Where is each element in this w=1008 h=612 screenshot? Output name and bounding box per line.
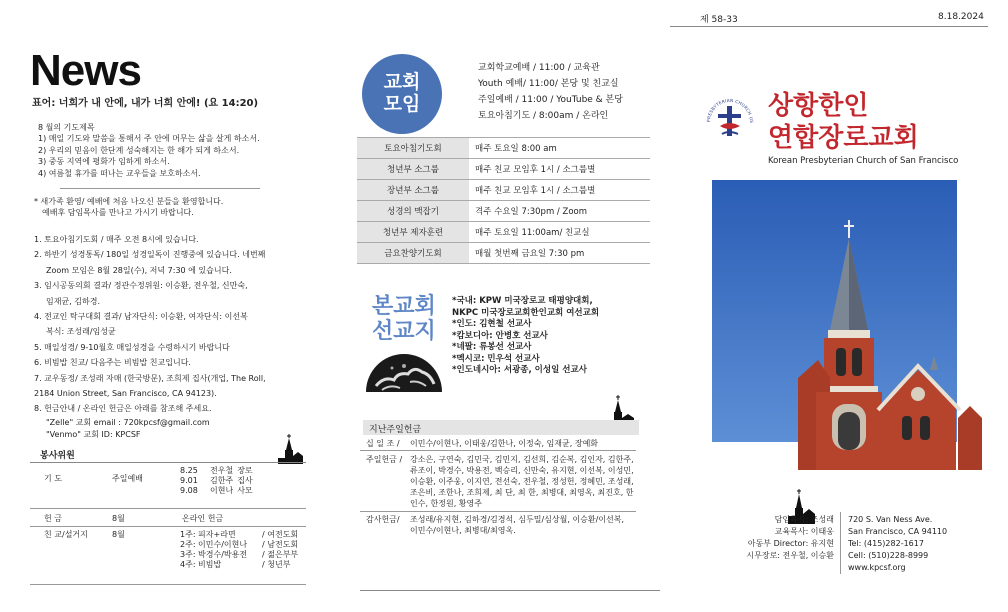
badge-line: 교회 [383,71,421,93]
fellowship-week: 4주: 비빔밥 [180,560,222,569]
mission-list [452,296,599,377]
fellowship-group: / 남전도회 [262,540,299,549]
offering-label: 주일헌금 / [366,455,403,464]
pray-date: 9.01 [180,476,198,485]
badge-line: 모임 [383,93,421,115]
table-row [357,159,650,180]
notice-line: Zoom 모임은 8월 28일(수), 저녁 7:30 에 있습니다. [46,265,232,275]
table-row [40,464,259,498]
fellowship-month: 8월 [112,530,125,539]
table-row [357,180,650,201]
church-name-line: 연합장로교회 [768,123,919,153]
issue-number: 제 58-33 [700,15,738,25]
staff-line: 시무장로: 전우철, 이승환 [746,551,834,560]
table-row [357,222,650,243]
meeting-time: 매주 친교 모임후 1시 / 소그룹별 [469,180,650,201]
mission-item: *멕시코: 민우석 선교사 [452,353,540,364]
table-row [178,476,255,486]
servants-title: 봉사위원 [40,451,75,461]
staff-line: 아동부 Director: 유지현 [747,539,834,548]
offering-value: 온라인 헌금 [182,514,224,523]
pray-service: 주일예배 [112,474,143,483]
table-row [357,138,650,159]
notice-line: 6. 비빔밥 친교/ 다음주는 비빔밥 친교입니다. [34,358,191,368]
notice-line: 7. 교우동정/ 조성래 자매 (한국방문), 조희제 집사(개업, The Roll, [34,373,266,383]
mission-title-line: 본교회 [372,294,436,319]
church-name-line: 상항한인 [768,91,869,121]
pray-name: 김한주 [210,476,234,485]
pray-role: 사모 [237,486,253,495]
worship-badge [362,54,442,134]
meeting-name: 성경의 맥잡기 [357,201,469,222]
cell-line: Cell: (510)228-8999 [848,551,929,560]
fellowship-row [40,528,304,572]
welcome-line: 예배후 담임목사를 만나고 가시기 바랍니다. [42,208,194,218]
offering-row [40,512,227,526]
table-row [178,486,255,496]
fellowship-group: / 젊은부부 [262,550,299,559]
mission-item: *인도네시아: 서광종, 이성일 선교사 [452,365,587,375]
worship-times [478,60,623,124]
mission-item: *캄보디아: 안병호 선교사 [452,330,548,341]
meeting-time: 격주 수요일 7:30pm / Zoom [469,201,650,222]
pray-date: 9.08 [180,486,198,495]
mission-item: *인도: 김현철 선교사 [452,319,532,329]
meeting-time: 매주 친교 모임후 1시 / 소그룹별 [469,159,650,180]
offering-names: 조성래/유지현, 김하경/김경석, 심두밀/심상월, 이승환/이선복, 이민수/이현나, 최병대/최영옥. [410,515,625,535]
address-line: 720 S. Van Ness Ave. [848,515,933,524]
worship-time: Youth 예배/ 11:00/ 본당 및 친교실 [478,79,619,89]
divider [30,462,306,463]
notice-line: 2184 Union Street, San Francisco, CA 94123). [34,389,217,399]
offering-label: 헌 금 [44,514,62,523]
issue-date: 8.18.2024 [938,12,984,22]
seal-text: PRESBYTERIAN CHURCH US [706,98,754,124]
meeting-name: 토요아침기도회 [357,138,469,159]
divider [360,590,660,591]
meeting-time: 매주 토요일 11:00am/ 친교실 [469,222,650,243]
fellowship-group: / 청년부 [262,560,291,569]
divider [840,512,841,574]
news-title: News [30,46,141,95]
fellowship-week: 3주: 박경수/박용전 [180,550,248,559]
pray-date: 8.25 [180,466,198,475]
staff-list [730,514,834,562]
notice-line: 4. 전교인 탁구대회 결과/ 남자단식: 이승환, 여자단식: 이선복 [34,312,248,322]
website-link[interactable]: www.kpcsf.org [848,563,906,572]
servants-table [40,464,259,498]
offering-names: 이민수/이현나, 이태웅/김한나, 이정숙, 임재균, 장예화 [410,439,599,448]
prayer-item: 3) 중동 지역에 평화가 임하게 하소서. [38,157,170,167]
table-row [178,466,255,476]
prayer-section [38,122,328,179]
mission-item: *네팔: 류봉선 선교사 [452,342,532,352]
mission-item: NKPC 미국장로교회한인교회 여선교회 [452,307,600,318]
table-row [40,512,227,526]
notice-line: 5. 매일성경/ 9-10월호 매일성경을 수령하시기 바랍니다 [34,342,230,352]
meeting-time: 매주 토요일 8:00 am [469,138,650,159]
meeting-schedule [357,137,650,264]
pray-name: 이현나 [210,486,234,495]
worship-time: 주일예배 / 11:00 / YouTube & 본당 [478,95,623,105]
pray-label: 기 도 [44,474,62,483]
prayer-item: 4) 여름철 휴가를 떠나는 교우들을 보호하소서. [38,168,201,178]
motto: 표어: 너희가 내 안에, 내가 너희 안에! (요 14:20) [32,98,259,109]
offering-title: 지난주일헌금 [363,420,639,435]
pray-name: 전우철 [210,466,234,475]
prayer-item: 1) 매일 기도와 말씀을 통해서 주 안에 머무는 삶을 살게 하소서. [38,134,260,144]
welcome-line: * 새가족 환영/ 예배에 처음 나오신 분들을 환영합니다. [34,197,224,206]
fellowship-week: 2주: 이민수/이현나 [180,540,248,549]
meeting-name: 청년부 제자훈련 [357,222,469,243]
table-row [178,560,300,570]
divider [360,450,636,451]
meeting-name: 청년부 소그룹 [357,159,469,180]
notice-line: 복식: 조성래/임성균 [46,327,116,337]
table-row [178,540,300,550]
meeting-name: 장년부 소그룹 [357,180,469,201]
church-english-name: Korean Presbyterian Church of San Francisco [768,156,959,166]
notices-list [34,232,334,441]
staff-line: 교육목사: 이태웅 [774,527,834,536]
pray-schedule [178,466,255,496]
notice-line: "Venmo" 교회 ID: KPCSF [46,429,141,439]
meeting-time: 매월 첫번째 금요일 7:30 pm [469,243,650,264]
notice-line: 1. 토요아침기도회 / 매주 오전 8시에 있습니다. [34,235,199,244]
notice-line: 2. 하반기 성경통독/ 180일 성경일독이 진행중에 있습니다. 네번째 [34,250,266,260]
staff-line: 담임목사: 조성래 [774,515,834,524]
mission-title-line: 선교지 [372,319,436,344]
welcome-note [34,196,334,219]
prayer-title: 8 월의 기도제목 [38,123,95,132]
pray-role: 집사 [237,476,253,485]
offering-label: 감사헌금/ [366,515,400,524]
table-row [40,528,304,572]
fellowship-week: 1주: 피자+라면 [180,530,236,539]
mission-title [372,294,436,344]
offering-label: 십 일 조 / [366,439,400,448]
divider [30,584,306,585]
worship-time: 교회학교예배 / 11:00 / 교육관 [478,63,600,73]
table-row [357,243,650,264]
notice-line: "Zelle" 교회 email : 720kpcsf@gmail.com [46,417,210,427]
divider [30,508,306,509]
church-name [768,90,919,154]
address-line: San Francisco, CA 94110 [848,527,948,536]
meeting-name: 금요찬양기도회 [357,243,469,264]
mission-item: *국내: KPW 미국장로교 태평양대회, [452,296,593,306]
divider [60,188,260,189]
phone-line: Tel: (415)282-1617 [848,539,924,548]
fellowship-group: / 여전도회 [262,530,299,539]
divider [360,511,636,512]
divider [30,526,306,527]
fellowship-schedule [178,530,300,570]
church-seal-logo [702,92,758,150]
church-address [848,514,947,574]
header-rule [670,26,988,27]
table-row [178,530,300,540]
notice-line: 3. 임시공동의회 결과/ 정관수정위원: 이승환, 전우철, 신만숙, [34,281,248,291]
offering-names: 강소은, 구연숙, 김민국, 김민지, 김선희, 김순복, 김인자, 김한주, 류조이, 박경수, 박용전, 백승리, 신만숙, 유지현, 이선복, 이성민, 이승환, 이주웅, 이지연, 전선숙, 전우철, 정성헌, 정혜민, 조성래, 조은비, 조한나, 조희제, 최 단, 최 한, 최병대, 최영옥, 최진호, 한인수, 한정원, 황영주 [410,455,634,508]
offering-month: 8월 [112,514,125,523]
fellowship-label: 친 교/설거지 [44,530,88,539]
notice-line: 임재균, 김하경. [46,296,100,306]
prayer-item: 2) 우리의 믿음이 한단계 성숙해지는 한 해가 되게 하소서. [38,145,240,155]
pray-role: 장로 [237,466,253,475]
table-row [178,550,300,560]
notice-line: 8. 헌금안내 / 온라인 헌금은 아래를 참조해 주세요. [34,404,212,414]
church-photo [712,180,982,470]
worship-time: 토요아침기도 / 8:00am / 온라인 [478,111,609,121]
globe-icon [364,346,444,394]
table-row [357,201,650,222]
